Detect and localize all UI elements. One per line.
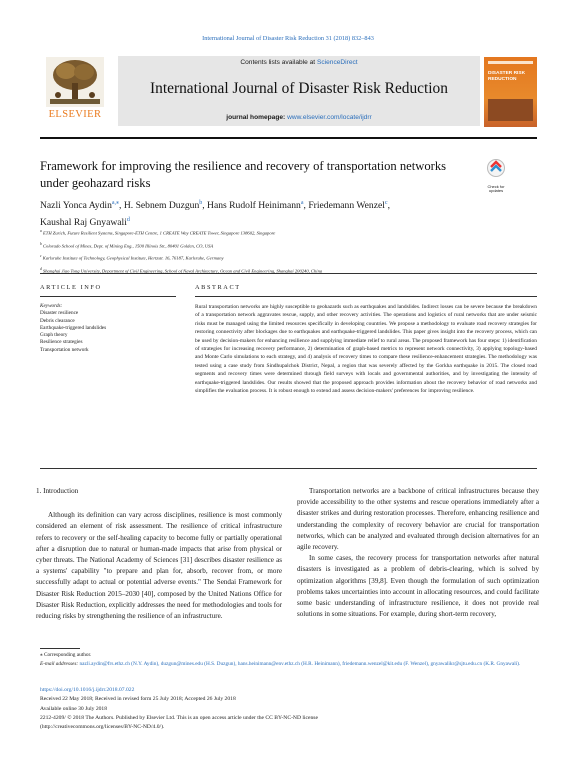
journal-cover-image[interactable]	[484, 57, 537, 127]
abstract-heading: ABSTRACT	[195, 284, 241, 291]
elsevier-logo[interactable]	[40, 57, 110, 124]
cover-band	[488, 61, 533, 64]
journal-header	[118, 56, 480, 126]
journal-title: International Journal of Disaster Risk Reduction	[150, 80, 448, 97]
abstract-rule	[195, 296, 537, 297]
sciencedirect-link[interactable]: ScienceDirect	[316, 59, 358, 66]
email-label: E-mail addresses:	[40, 661, 80, 668]
keyword: Disaster resilience	[40, 310, 79, 317]
homepage-label: journal homepage:	[226, 114, 288, 121]
body-paragraph: In some cases, the recovery process for transportation networks after natural disasters is investigated as a problem of debris-clearing, which is solved by optimization algorithms [39,8]. Even though the formulation of such optimization problems takes uncertainties into account in allocating resources, and could facilitate some basic understanding of infrastructure resilience, it does not provide real solutions in some situations. For example, during short-term recovery,	[297, 554, 539, 619]
footnote-rule	[40, 648, 80, 649]
article-info-heading: ARTICLE INFO	[40, 284, 102, 291]
body-paragraph: Transportation networks are a backbone of critical infrastructures because they provide accessibility to the other systems and rescue operations immediately after a disaster strikes and during restoration processes. Therefore, enhancing resilience and understanding the complexity of recovery behavior are crucial for transportation networks, which can be analyzed and evaluated through decision alternatives for an agile recovery.	[297, 487, 539, 552]
elsevier-tree-icon	[46, 57, 104, 107]
body-column-right	[297, 486, 539, 620]
contents-line	[118, 59, 480, 66]
crossmark-button[interactable]	[485, 158, 507, 192]
license-text: 2212-4209/ © 2018 The Authors. Published by Elsevier Ltd. This is an open access article under the CC BY-NC-ND license	[40, 714, 318, 721]
article-info-rule	[40, 296, 176, 297]
author[interactable]: H. Sebnem Duzgun$^b$,	[123, 200, 208, 212]
affiliations	[40, 226, 537, 276]
article-title: Framework for improving the resilience and recovery of transportation networks under geohazard risks	[40, 159, 447, 190]
keywords-label: Keywords:	[40, 303, 63, 309]
email-addresses	[40, 660, 540, 669]
publication-info	[40, 686, 540, 732]
header-rule	[40, 137, 537, 139]
cover-title: DISASTER RISK REDUCTION	[488, 71, 526, 82]
author[interactable]: Kaushal Raj Gnyawali$^d$	[40, 217, 130, 229]
cover-photo	[488, 99, 533, 121]
online-date: Available online 30 July 2018	[40, 705, 108, 712]
author[interactable]: Nazli Yonca Aydin$^{a,⁎}$,	[40, 200, 124, 212]
elsevier-wordmark: ELSEVIER	[48, 109, 102, 120]
keywords-block	[40, 303, 180, 354]
affiliation: $^d$ Shanghai Jiao Tong University, Department of Civil Engineering, School of Naval Architecture, Ocean and Civil Engineering, Shanghai 200240, China	[40, 266, 323, 274]
affiliation: $^b$ Colorado School of Mines, Dept. of Mining Eng., 1500 Illinois Str., 80401 Golden, CO, USA	[40, 241, 214, 249]
homepage-link[interactable]: www.elsevier.com/locate/ijdrr	[287, 114, 372, 121]
license-url[interactable]: (http://creativecommons.org/licenses/BY-NC-ND/4.0/).	[40, 724, 165, 731]
author[interactable]: Friedemann Wenzel$^c$,	[308, 200, 390, 212]
body-paragraph: Although its definition can vary across disciplines, resilience is most commonly considered an element of risk assessment. The resilience of critical infrastructure refers to recovery or the self-healing capacity to become fully or partially operational after a disruption due to natural or human-made impacts that arise from physical or cyber threats. The National Academy of Sciences [31] describes disaster resilience as a systems' capability "to prepare and plan for, absorb, recover from, or more successfully adapt to actual or potential adverse events." The Sendai Framework for Disaster Risk Reduction 2015–2030 [40], composed by the United Nations Office for Disaster Risk Reduction, explicitly addresses the need for methodologies and tools for reducing risks by strengthening the resilience of an infrastructure.	[36, 511, 282, 621]
author[interactable]: Hans Rudolf Heinimann$^a$,	[207, 200, 309, 212]
received-dates: Received 22 May 2018; Received in revised form 25 July 2018; Accepted 26 July 2018	[40, 696, 236, 703]
keyword: Debris clearance	[40, 317, 75, 324]
crossmark-label: Check for updates	[487, 184, 505, 194]
body-column-left	[36, 486, 282, 622]
affiliation: $^a$ ETH Zurich, Future Resilient Systems, Singapore-ETH Centre, 1 CREATE Way CREATE Tower, Singapore 138602, Singapore	[40, 229, 276, 236]
contents-prefix: Contents lists available at	[240, 59, 317, 66]
email-links[interactable]: nazli.aydin@frs.ethz.ch (N.Y. Aydin), duzgun@mines.edu (H.S. Duzgun), hans.heinimann@env.ethz.ch (H.R. Heinimann), friedemann.wenzel@kit.edu (F. Wenzel), gnyawalikr@sjtu.edu.cn (K.R. Gnyawali).	[79, 661, 521, 668]
abstract-bottom-rule	[40, 468, 537, 469]
journal-citation[interactable]: International Journal of Disaster Risk Reduction 31 (2018) 832–843	[202, 35, 374, 42]
section-heading: 1. Introduction	[36, 487, 79, 495]
keyword: Resilience strategies	[40, 339, 83, 346]
abstract-text: Rural transportation networks are highly susceptible to geohazards such as earthquakes and landslides. Indirect losses can be severe because the breakdown of a transportation network aggravates rescue, supply, and other recovery activities. The operations and logistics of rural networks that are under seismic risks must be managed using the limited resources specifically in developing countries. We propose a methodology to evaluate road recovery strategies for restoring connectivity after blockages due to earthquakes and earthquake-triggered landslides. This paper gives insight into the recovery process, which can be used by decision-makers for enhancing resilience and supplying immediate relief to rural areas. The proposed framework has four steps: 1) identification of strategies for increasing recovery performance, 2) determination of graph-based metrics to represent network connectivity, 3) applying topology-based and Monte Carlo simulations to each strategy, and 4) analysis of recovery times to compare these resilience-enhancement strategies. The methodology was tested using a case study from Sindhupalchok District, Nepal, a region that was severely affected by the Gorkha earthquake in 2015. The closed road segments and recovery times were determined through field surveys with locals and governmental authorities, and by investigating the intensity of earthquake-triggered landslides. Our results showed that the proposed approach provides information about the recovery behavior of road networks and simplifies the evaluation process. It is robust enough to extend and assess decision-makers' preferences for improving resilience.	[195, 304, 537, 395]
homepage-line	[118, 114, 480, 121]
crossmark-icon	[486, 158, 506, 180]
doi-link[interactable]: https://doi.org/10.1016/j.ijdrr.2018.07.022	[40, 687, 135, 693]
keyword: Graph theory	[40, 332, 68, 339]
footnotes	[40, 651, 540, 669]
affiliation: $^c$ Karlsruhe Institute of Technology, Geophysical Institute, Hertzstr. 16, 76187, Karlsruhe, Germany	[40, 254, 224, 261]
corresponding-author-note: ⁎ Corresponding author.	[40, 652, 92, 658]
keyword: Transportation network	[40, 346, 89, 353]
section-rule	[40, 273, 537, 274]
keyword: Earthquake-triggered landslides	[40, 324, 107, 331]
